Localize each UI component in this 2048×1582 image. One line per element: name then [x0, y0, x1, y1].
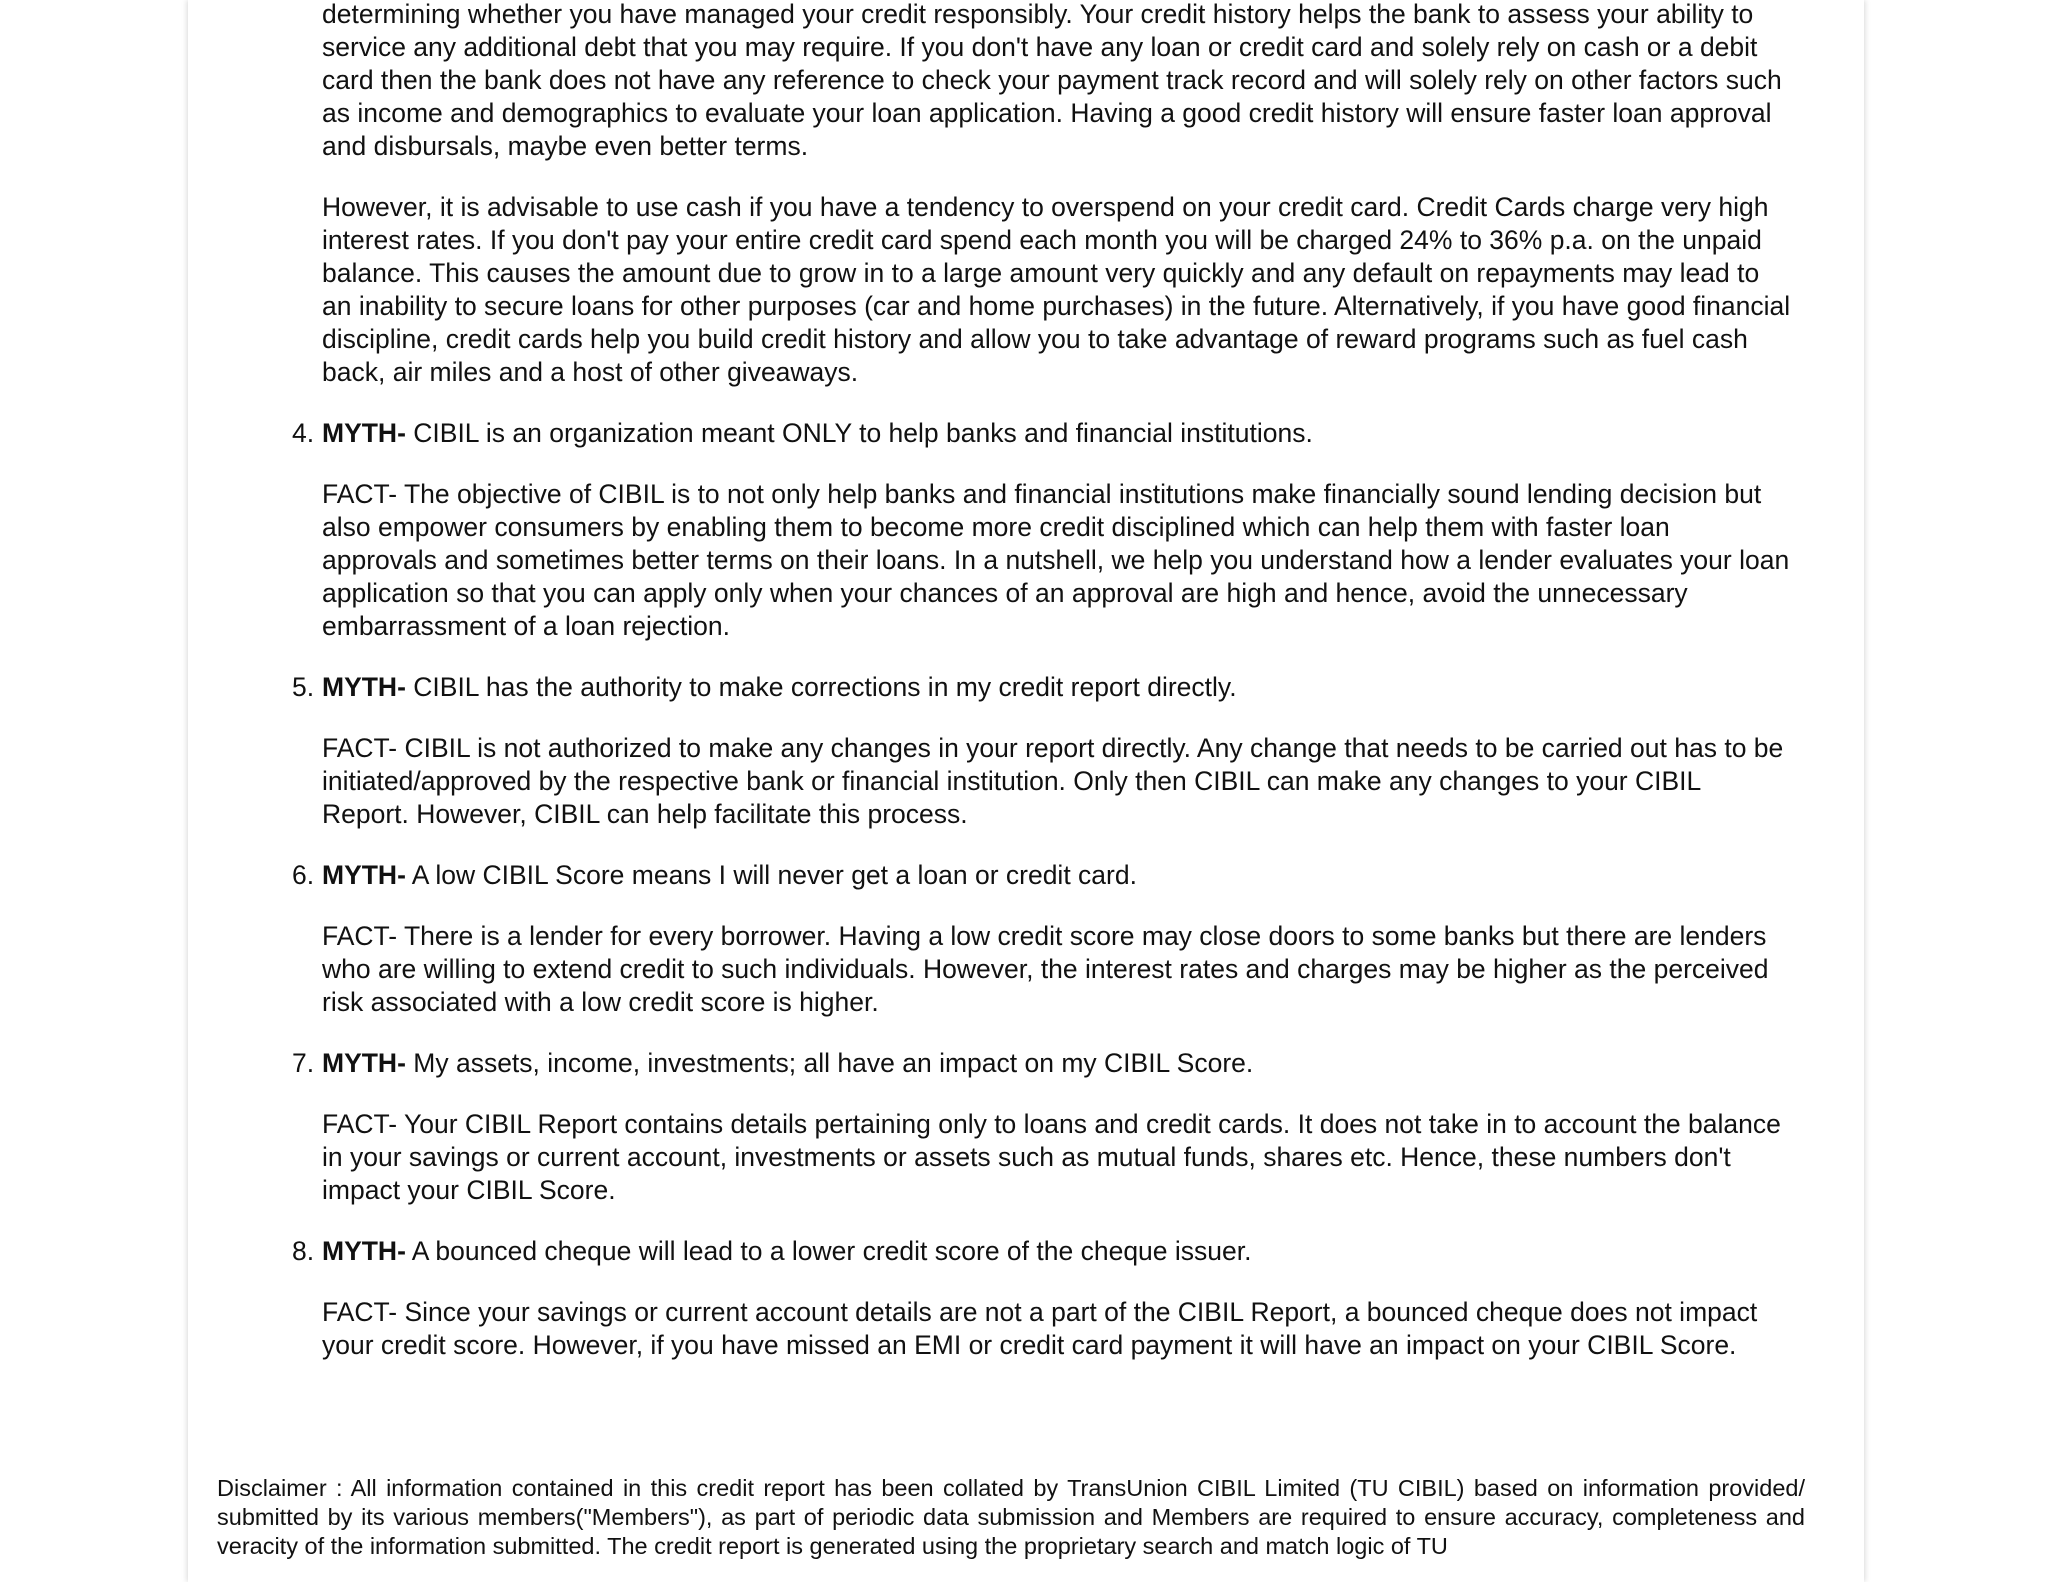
- myth-item-8: [292, 1235, 1792, 1268]
- myth-number: 7.: [292, 1048, 315, 1078]
- myth-item-6: [292, 859, 1792, 892]
- intro-paragraph-1: determining whether you have managed your credit responsibly. Your credit history helps the bank to assess your ability to service any additional debt that you may require. If you don't have any loan or credit card and solely rely on cash or a debit card then the bank does not have any reference to check your payment track record and will solely rely on other factors such as income and demographics to evaluate your loan application. Having a good credit history will ensure faster loan approval and disbursals, maybe even better terms.: [322, 0, 1782, 161]
- myth-number: 6.: [292, 860, 315, 890]
- myth-statement: [322, 1047, 1253, 1080]
- intro-paragraph-2: However, it is advisable to use cash if you have a tendency to overspend on your credit card. Credit Cards charge very high interest rates. If you don't pay your entire credit card spend each month you will be charged 24% to 36% p.a. on the unpaid balance. This causes the amount due to grow in to a large amount very quickly and any default on repayments may lead to an inability to secure loans for other purposes (car and home purchases) in the future. Alternatively, if you have good financial discipline, credit cards help you build credit history and allow you to take advantage of reward programs such as fuel cash back, air miles and a host of other giveaways.: [322, 192, 1791, 387]
- myth-text: CIBIL has the authority to make corrections in my credit report directly.: [405, 672, 1237, 702]
- myth-statement: [322, 859, 1137, 892]
- myth-label: MYTH-: [322, 418, 406, 448]
- fact-paragraph-6: FACT- There is a lender for every borrower. Having a low credit score may close doors to some banks but there are lenders who are willing to extend credit to such individuals. However, the interest rates and charges may be higher as the perceived risk associated with a low credit score is higher.: [322, 921, 1769, 1017]
- fact-paragraph-5: FACT- CIBIL is not authorized to make any changes in your report directly. Any change that needs to be carried out has to be initiated/approved by the respective bank or financial institution. Only then CIBIL can make any changes to your CIBIL Report. However, CIBIL can help facilitate this process.: [322, 733, 1784, 829]
- disclaimer-text: Disclaimer : All information contained in this credit report has been collated by TransUnion CIBIL Limited (TU CIBIL) based on information provided/ submitted by its various members("Members"), as part of periodic data submission and Members are required to ensure accuracy, completeness and veracity of the information submitted. The credit report is generated using the proprietary search and match logic of TU: [217, 1475, 1805, 1559]
- myth-label: MYTH-: [322, 672, 406, 702]
- myth-text: CIBIL is an organization meant ONLY to help banks and financial institutions.: [405, 418, 1313, 448]
- myth-statement: [322, 1235, 1252, 1268]
- myth-text: A low CIBIL Score means I will never get a loan or credit card.: [405, 860, 1137, 890]
- report-page: [188, 0, 1864, 1582]
- myth-label: MYTH-: [322, 860, 406, 890]
- fact-paragraph-4: FACT- The objective of CIBIL is to not only help banks and financial institutions make financially sound lending decision but also empower consumers by enabling them to become more credit disciplined which can help them with faster loan approvals and sometimes better terms on their loans. In a nutshell, we help you understand how a lender evaluates your loan application so that you can apply only when your chances of an approval are high and hence, avoid the unnecessary embarrassment of a loan rejection.: [322, 479, 1790, 641]
- myth-item-4: [292, 417, 1792, 450]
- myth-label: MYTH-: [322, 1048, 406, 1078]
- myth-number: 4.: [292, 418, 315, 448]
- myth-statement: [322, 671, 1237, 704]
- myth-statement: [322, 417, 1313, 450]
- myths-content: [292, 0, 1792, 1390]
- myth-number: 8.: [292, 1236, 315, 1266]
- myth-text: My assets, income, investments; all have an impact on my CIBIL Score.: [405, 1048, 1254, 1078]
- fact-paragraph-8: FACT- Since your savings or current account details are not a part of the CIBIL Report, a bounced cheque does not impact your credit score. However, if you have missed an EMI or credit card payment it will have an impact on your CIBIL Score.: [322, 1297, 1758, 1360]
- myth-label: MYTH-: [322, 1236, 406, 1266]
- myth-item-5: [292, 671, 1792, 704]
- fact-paragraph-7: FACT- Your CIBIL Report contains details pertaining only to loans and credit cards. It does not take in to account the balance in your savings or current account, investments or assets such as mutual funds, shares etc. Hence, these numbers don't impact your CIBIL Score.: [322, 1109, 1781, 1205]
- myth-number: 5.: [292, 672, 315, 702]
- myth-text: A bounced cheque will lead to a lower credit score of the cheque issuer.: [405, 1236, 1252, 1266]
- myth-item-7: [292, 1047, 1792, 1080]
